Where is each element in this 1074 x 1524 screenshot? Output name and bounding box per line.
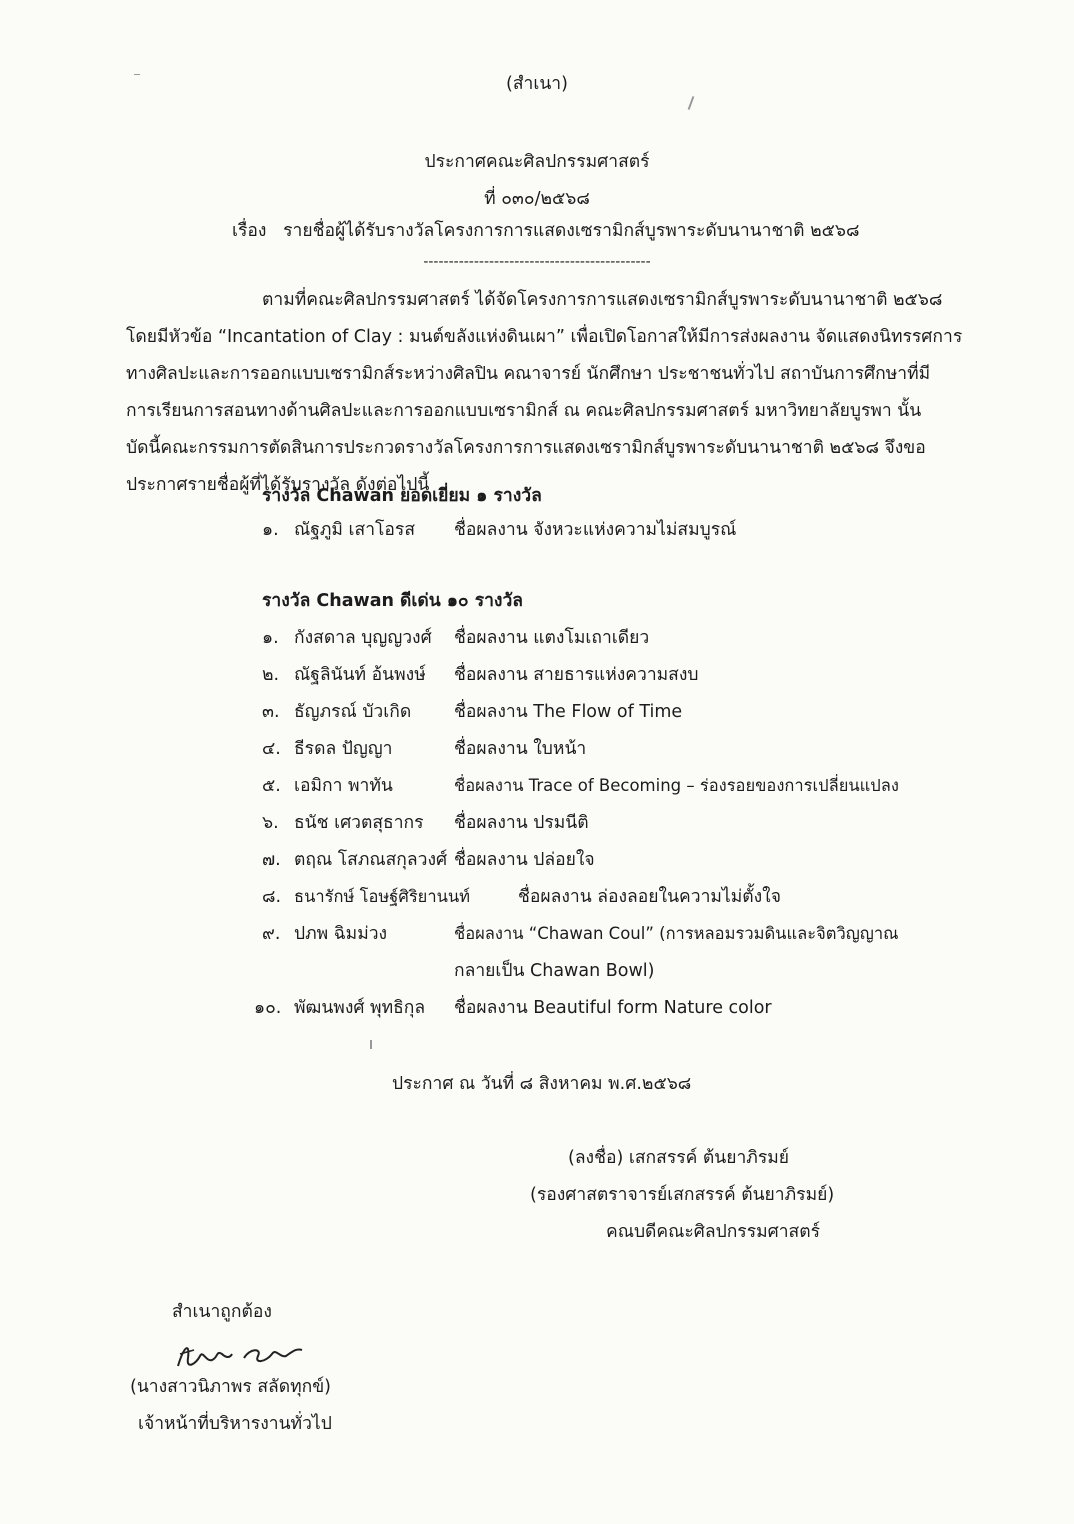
scan-speck (688, 96, 695, 110)
winner-name: ปภพ ฉิมม่วง (294, 924, 388, 944)
announcement-date: ประกาศ ณ วันที่ ๘ สิงหาคม พ.ศ.๒๕๖๘ (392, 1074, 692, 1094)
award-number: ๑. (262, 520, 279, 540)
certified-name: (นางสาวนิภาพร สลัดทุกข์) (130, 1377, 332, 1397)
body-line: ประกาศรายชื่อผู้ที่ได้รับรางวัล ดังต่อไปนี้ (126, 475, 430, 495)
award-number: ๗. (262, 850, 281, 870)
divider: --------------------------------------------- (423, 254, 651, 270)
award-number: ๕. (262, 776, 281, 796)
winner-name: กังสดาล บุญญวงศ์ (294, 628, 432, 648)
issuer-title: ประกาศคณะศิลปกรรมศาสตร์ (424, 152, 650, 172)
scan-speck (134, 74, 140, 75)
body-line: ทางศิลปะและการออกแบบเซรามิกส์ระหว่างศิลปิน คณาจารย์ นักศึกษา ประชาชนทั่วไป สถาบันการศึกษาที่มี (126, 364, 931, 384)
award-number: ๑. (262, 628, 279, 648)
winner-name: ธัญภรณ์ บัวเกิด (294, 702, 412, 722)
work-title: ชื่อผลงาน “Chawan Coul” (การหลอมรวมดินและจิตวิญญาณ (454, 924, 899, 943)
signatory-full-name: (รองศาสตราจารย์เสกสรรค์ ต้นยาภิรมย์) (530, 1185, 835, 1205)
work-title: ชื่อผลงาน The Flow of Time (454, 702, 683, 722)
award-outstanding-heading: รางวัล Chawan ดีเด่น ๑๐ รางวัล (262, 591, 524, 611)
award-number: ๖. (262, 813, 279, 833)
body-line: โดยมีหัวข้อ “Incantation of Clay : มนต์ขลังแห่งดินเผา” เพื่อเปิดโอกาสให้มีการส่งผลงาน จัดแสดงนิทรรศการ (126, 327, 963, 347)
subject-text: รายชื่อผู้ได้รับรางวัลโครงการการแสดงเซรามิกส์บูรพาระดับนานาชาติ ๒๕๖๘ (283, 221, 860, 241)
work-title: ชื่อผลงาน สายธารแห่งความสงบ (454, 665, 699, 685)
scan-speck (370, 1040, 372, 1049)
award-number: ๔. (262, 739, 281, 759)
winner-name: ณัฐลินันท์ อ้นพงษ์ (294, 665, 426, 685)
body-line: ตามที่คณะศิลปกรรมศาสตร์ ได้จัดโครงการการแสดงเซรามิกส์บูรพาระดับนานาชาติ ๒๕๖๘ (262, 290, 943, 310)
handwritten-signature (170, 1336, 310, 1378)
award-number: ๑๐. (254, 998, 282, 1018)
work-title: ชื่อผลงาน จังหวะแห่งความไม่สมบูรณ์ (454, 520, 737, 540)
winner-name: ธนารักษ์ โอษฐ์ศิริยานนท์ (294, 887, 471, 906)
subject-label: เรื่อง (232, 221, 267, 241)
award-number: ๙. (262, 924, 281, 944)
winner-name: ณัฐภูมิ เสาโอรส (294, 520, 416, 540)
body-paragraph (126, 282, 963, 504)
award-number: ๒. (262, 665, 280, 685)
winner-name: เอมิกา พาทัน (294, 776, 393, 796)
award-number: ๓. (262, 702, 280, 722)
signatory-position: คณบดีคณะศิลปกรรมศาสตร์ (606, 1222, 821, 1242)
body-line: บัดนี้คณะกรรมการตัดสินการประกวดรางวัลโครงการการแสดงเซรามิกส์บูรพาระดับนานาชาติ ๒๕๖๘ จึงขอ (126, 438, 926, 458)
winner-name: ตฤณ โสภณสกุลวงศ์ (294, 850, 448, 870)
copy-mark: (สำเนา) (506, 74, 568, 94)
work-title: ชื่อผลงาน ล่องลอยในความไม่ตั้งใจ (518, 887, 781, 907)
work-title: ชื่อผลงาน Beautiful form Nature color (454, 998, 772, 1018)
announcement-number: ที่ ๐๓๐/๒๕๖๘ (484, 189, 590, 209)
award-excellent-heading: รางวัล Chawan ยอดเยี่ยม ๑ รางวัล (262, 486, 542, 506)
subject-line (232, 221, 859, 242)
work-title: ชื่อผลงาน แตงโมเถาเดียว (454, 628, 650, 648)
work-title-continued: กลายเป็น Chawan Bowl) (454, 961, 655, 981)
work-title: ชื่อผลงาน ปรมนีติ (454, 813, 589, 833)
winner-name: ธนัช เศวตสุธากร (294, 813, 424, 833)
body-line: การเรียนการสอนทางด้านศิลปะและการออกแบบเซรามิกส์ ณ คณะศิลปกรรมศาสตร์ มหาวิทยาลัยบูรพา นั้น (126, 401, 922, 421)
winner-name: พัฒนพงศ์ พุทธิกุล (294, 998, 426, 1018)
signatory-signed: (ลงชื่อ) เสกสรรค์ ต้นยาภิรมย์ (568, 1148, 790, 1168)
certified-position: เจ้าหน้าที่บริหารงานทั่วไป (138, 1414, 332, 1434)
award-number: ๘. (262, 887, 282, 907)
certified-label: สำเนาถูกต้อง (172, 1302, 272, 1322)
work-title: ชื่อผลงาน Trace of Becoming – ร่องรอยของการเปลี่ยนแปลง (454, 776, 899, 795)
winner-name: ธีรดล ปัญญา (294, 739, 393, 759)
work-title: ชื่อผลงาน ใบหน้า (454, 739, 587, 759)
work-title: ชื่อผลงาน ปล่อยใจ (454, 850, 595, 870)
